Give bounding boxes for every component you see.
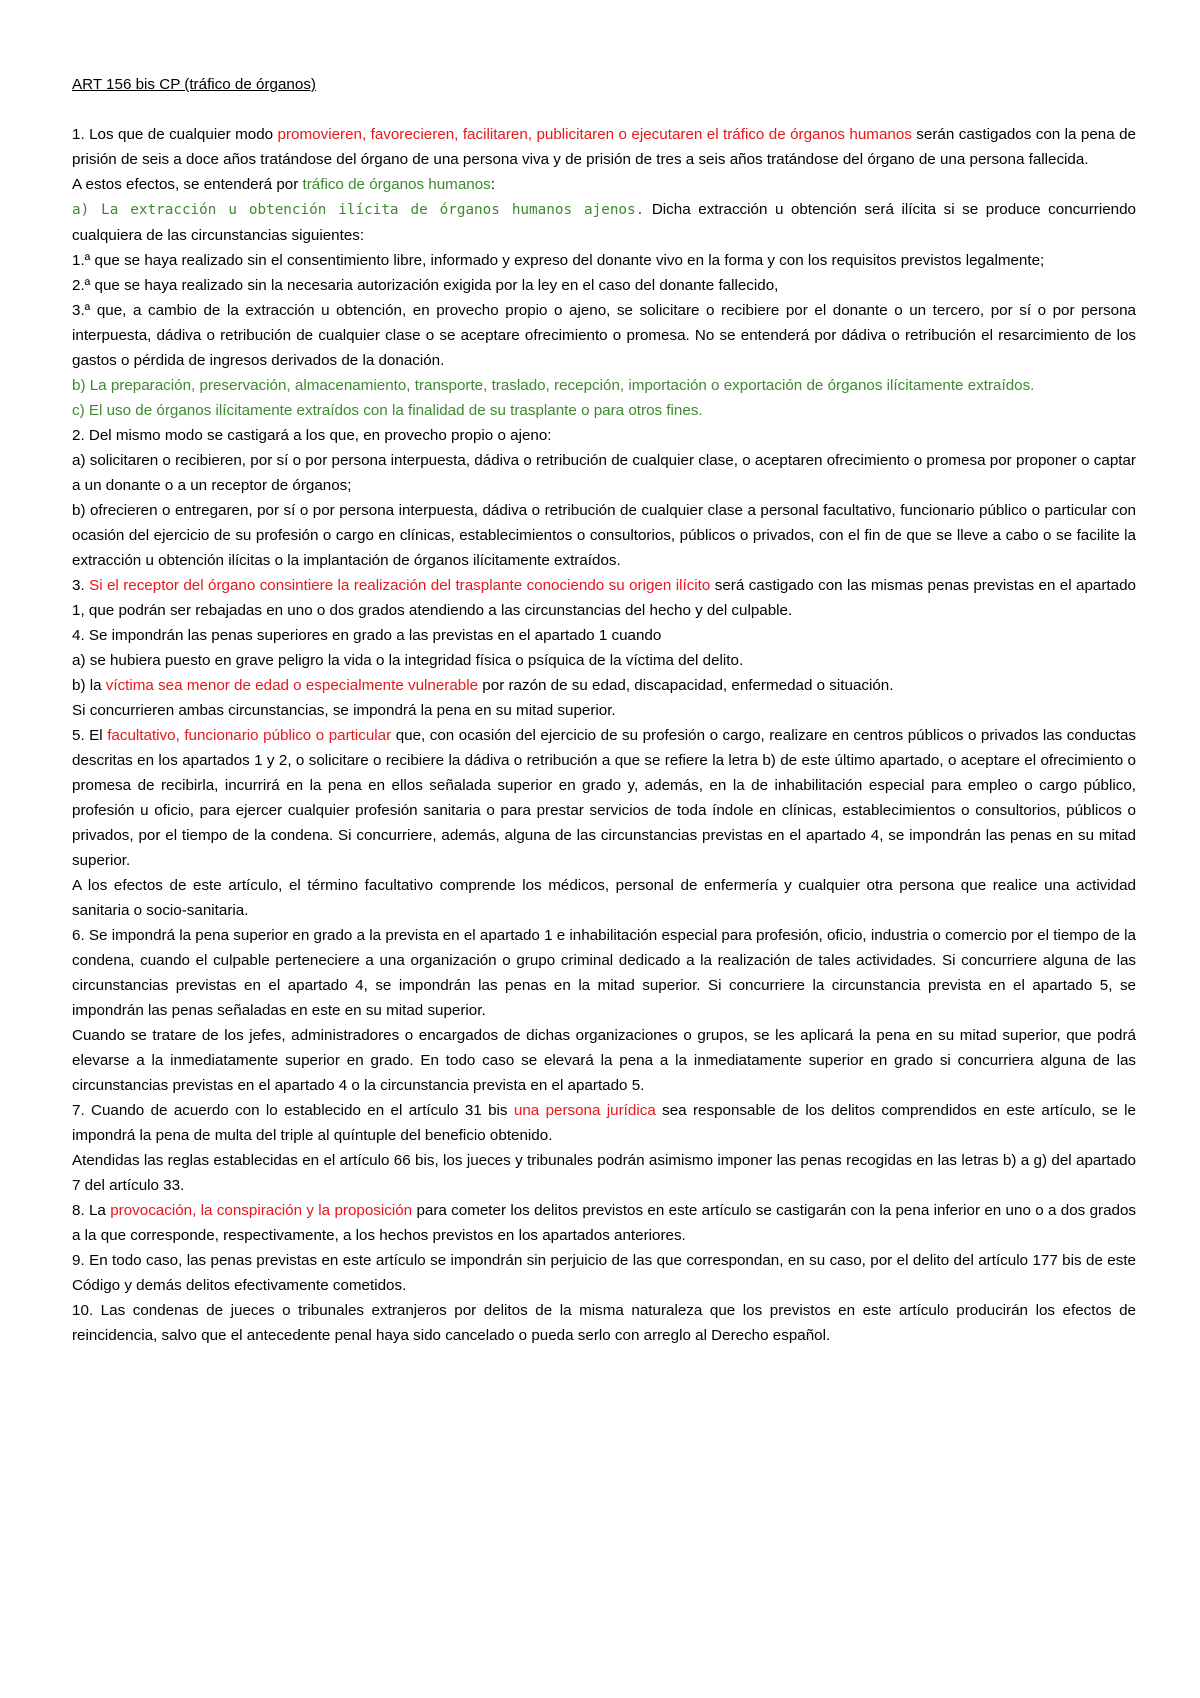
- highlight-red: facultativo, funcionario público o particular: [107, 727, 392, 744]
- paragraph-3: [72, 573, 1136, 623]
- text: 7. Cuando de acuerdo con lo establecido en el artículo 31 bis: [72, 1102, 514, 1119]
- paragraph-definition: [72, 172, 1136, 197]
- paragraph-3a: 3.ª que, a cambio de la extracción u obtención, en provecho propio o ajeno, se solicitare o recibiere por el donante o un tercero, por sí o por persona interpuesta, dádiva o retribución de cualquier clase o se aceptare ofrecimiento o promesa. No se entenderá por dádiva o retribución el resarcimiento de los gastos o pérdida de ingresos derivados de la donación.: [72, 302, 1136, 369]
- text: b) la: [72, 677, 106, 694]
- paragraph-2-a: a) solicitaren o recibieren, por sí o por persona interpuesta, dádiva o retribución de cualquier clase, o aceptaren ofrecimiento o promesa por proponer o captar a un donante o a un receptor de órganos;: [72, 452, 1136, 494]
- text: 8. La: [72, 1202, 111, 1219]
- paragraph-5: [72, 723, 1136, 873]
- paragraph-c: c) El uso de órganos ilícitamente extraídos con la finalidad de su trasplante o para otros fines.: [72, 402, 703, 419]
- paragraph-8: [72, 1198, 1136, 1248]
- paragraph-b: b) La preparación, preservación, almacenamiento, transporte, traslado, recepción, importación o exportación de órganos ilícitamente extraídos.: [72, 377, 1035, 394]
- text: para cometer los delitos previstos en este artículo se castigarán con la pena inferior en uno o a dos grados a la que corresponde, respectivamente, a los hechos previstos en los apartados anteriores.: [72, 1202, 1137, 1244]
- paragraph-2-b: b) ofrecieren o entregaren, por sí o por persona interpuesta, dádiva o retribución de cualquier clase a personal facultativo, funcionario público o particular con ocasión del ejercicio de su profesión o cargo en clínicas, establecimientos o consultorios, públicos o privados, con el fin de que se lleve a cabo o se facilite la extracción u obtención ilícitas o la implantación de órganos ilícitamente extraídos.: [72, 502, 1136, 569]
- text: por razón de su edad, discapacidad, enfermedad o situación.: [478, 677, 894, 694]
- highlight-red: provocación, la conspiración y la proposición: [110, 1202, 413, 1219]
- text: serán castigados con la pena de prisión de seis a doce años tratándose del órgano de una persona viva y de prisión de tres a seis años tratándose del órgano de una persona fallecida.: [72, 126, 1137, 168]
- highlight-red: promovieren, favorecieren, facilitaren, publicitaren o ejecutaren el tráfico de órganos humanos: [277, 126, 912, 143]
- paragraph-2a: 2.ª que se haya realizado sin la necesaria autorización exigida por la ley en el caso del donante fallecido,: [72, 277, 779, 294]
- text: 1. Los que de cualquier modo: [72, 126, 278, 143]
- paragraph-4: 4. Se impondrán las penas superiores en grado a las previstas en el apartado 1 cuando: [72, 627, 662, 644]
- text: Dicha extracción u obtención será ilícita si se produce concurriendo cualquiera de las circunstancias siguientes:: [72, 201, 1136, 244]
- text: será castigado con las mismas penas previstas en el apartado 1, que podrán ser rebajadas en uno o dos grados atendiendo a las circunstancias del hecho y del culpable.: [72, 577, 1136, 619]
- highlight-red: Si el receptor del órgano consintiere la realización del trasplante conociendo su origen ilícito: [89, 577, 711, 594]
- paragraph-6: 6. Se impondrá la pena superior en grado a la prevista en el apartado 1 e inhabilitación especial para profesión, oficio, industria o comercio por el tiempo de la condena, cuando el culpable perteneciere a una organización o grupo criminal dedicado a la realización de tales actividades. Si concurriere alguna de las circunstancias previstas en el apartado 4, se impondrán las penas en la mitad superior. Si concurriere la circunstancia prevista en el apartado 5, se impondrán las penas señaladas en este en su mitad superior.: [72, 927, 1136, 1019]
- paragraph-4-a: a) se hubiera puesto en grave peligro la vida o la integridad física o psíquica de la víctima del delito.: [72, 652, 744, 669]
- paragraph-4-both: Si concurrieren ambas circunstancias, se impondrá la pena en su mitad superior.: [72, 702, 616, 719]
- paragraph-2: 2. Del mismo modo se castigará a los que, en provecho propio o ajeno:: [72, 427, 552, 444]
- text: sea responsable de los delitos comprendidos en este artículo, se le impondrá la pena de multa del triple al quíntuple del beneficio obtenido.: [72, 1102, 1137, 1144]
- text: A estos efectos, se entenderá por: [72, 176, 303, 193]
- paragraph-9: 9. En todo caso, las penas previstas en este artículo se impondrán sin perjuicio de las que correspondan, en su caso, por el delito del artículo 177 bis de este Código y demás delitos efectivamente cometidos.: [72, 1252, 1136, 1294]
- paragraph-6-jefes: Cuando se tratare de los jefes, administradores o encargados de dichas organizaciones o grupos, se les aplicará la pena en su mitad superior, que podrá elevarse a la inmediatamente superior en grado. En todo caso se elevará la pena a la inmediatamente superior en grado si concurriera alguna de las circunstancias previstas en el apartado 4 o la circunstancia prevista en el apartado 5.: [72, 1027, 1136, 1094]
- text: 5. El: [72, 727, 108, 744]
- paragraph-4-b: [72, 673, 1136, 698]
- paragraph-7-reglas: Atendidas las reglas establecidas en el artículo 66 bis, los jueces y tribunales podrán asimismo imponer las penas recogidas en las letras b) a g) del apartado 7 del artículo 33.: [72, 1152, 1136, 1194]
- text: :: [490, 176, 496, 193]
- highlight-green: tráfico de órganos humanos: [302, 176, 491, 193]
- paragraph-10: 10. Las condenas de jueces o tribunales extranjeros por delitos de la misma naturaleza que los previstos en este artículo producirán los efectos de reincidencia, salvo que el antecedente penal haya sido cancelado o pueda serlo con arreglo al Derecho español.: [72, 1302, 1136, 1344]
- paragraph-5-facultativo: A los efectos de este artículo, el término facultativo comprende los médicos, personal de enfermería y cualquier otra persona que realice una actividad sanitaria o socio-sanitaria.: [72, 877, 1136, 919]
- document-page: [72, 72, 1136, 1348]
- paragraph-a: [72, 197, 1136, 248]
- document-title: ART 156 bis CP (tráfico de órganos): [72, 76, 316, 93]
- highlight-red: una persona jurídica: [513, 1102, 656, 1119]
- paragraph-1: [72, 122, 1136, 172]
- paragraph-1a: 1.ª que se haya realizado sin el consentimiento libre, informado y expreso del donante vivo en la forma y con los requisitos previstos legalmente;: [72, 252, 1045, 269]
- highlight-red: víctima sea menor de edad o especialmente vulnerable: [105, 677, 479, 694]
- text: 3.: [72, 577, 90, 594]
- text: que, con ocasión del ejercicio de su profesión o cargo, realizare en centros públicos o privados las conductas descritas en los apartados 1 y 2, o solicitare o recibiere la dádiva o retribución a que se refiere la letra b) de este último apartado, o aceptare el ofrecimiento o promesa de recibirla, incurrirá en la pena en ellos señalada superior en grado y, además, en la de inhabilitación especial para empleo o cargo público, profesión u oficio, para ejercer cualquier profesión sanitaria o para prestar servicios de toda índole en clínicas, establecimientos o consultorios, públicos o privados, por el tiempo de la condena. Si concurriere, además, alguna de las circunstancias previstas en el apartado 4, se impondrán las penas en su mitad superior.: [72, 727, 1136, 869]
- paragraph-7: [72, 1098, 1136, 1148]
- highlight-green: a) La extracción u obtención ilícita de órganos humanos ajenos.: [72, 202, 645, 218]
